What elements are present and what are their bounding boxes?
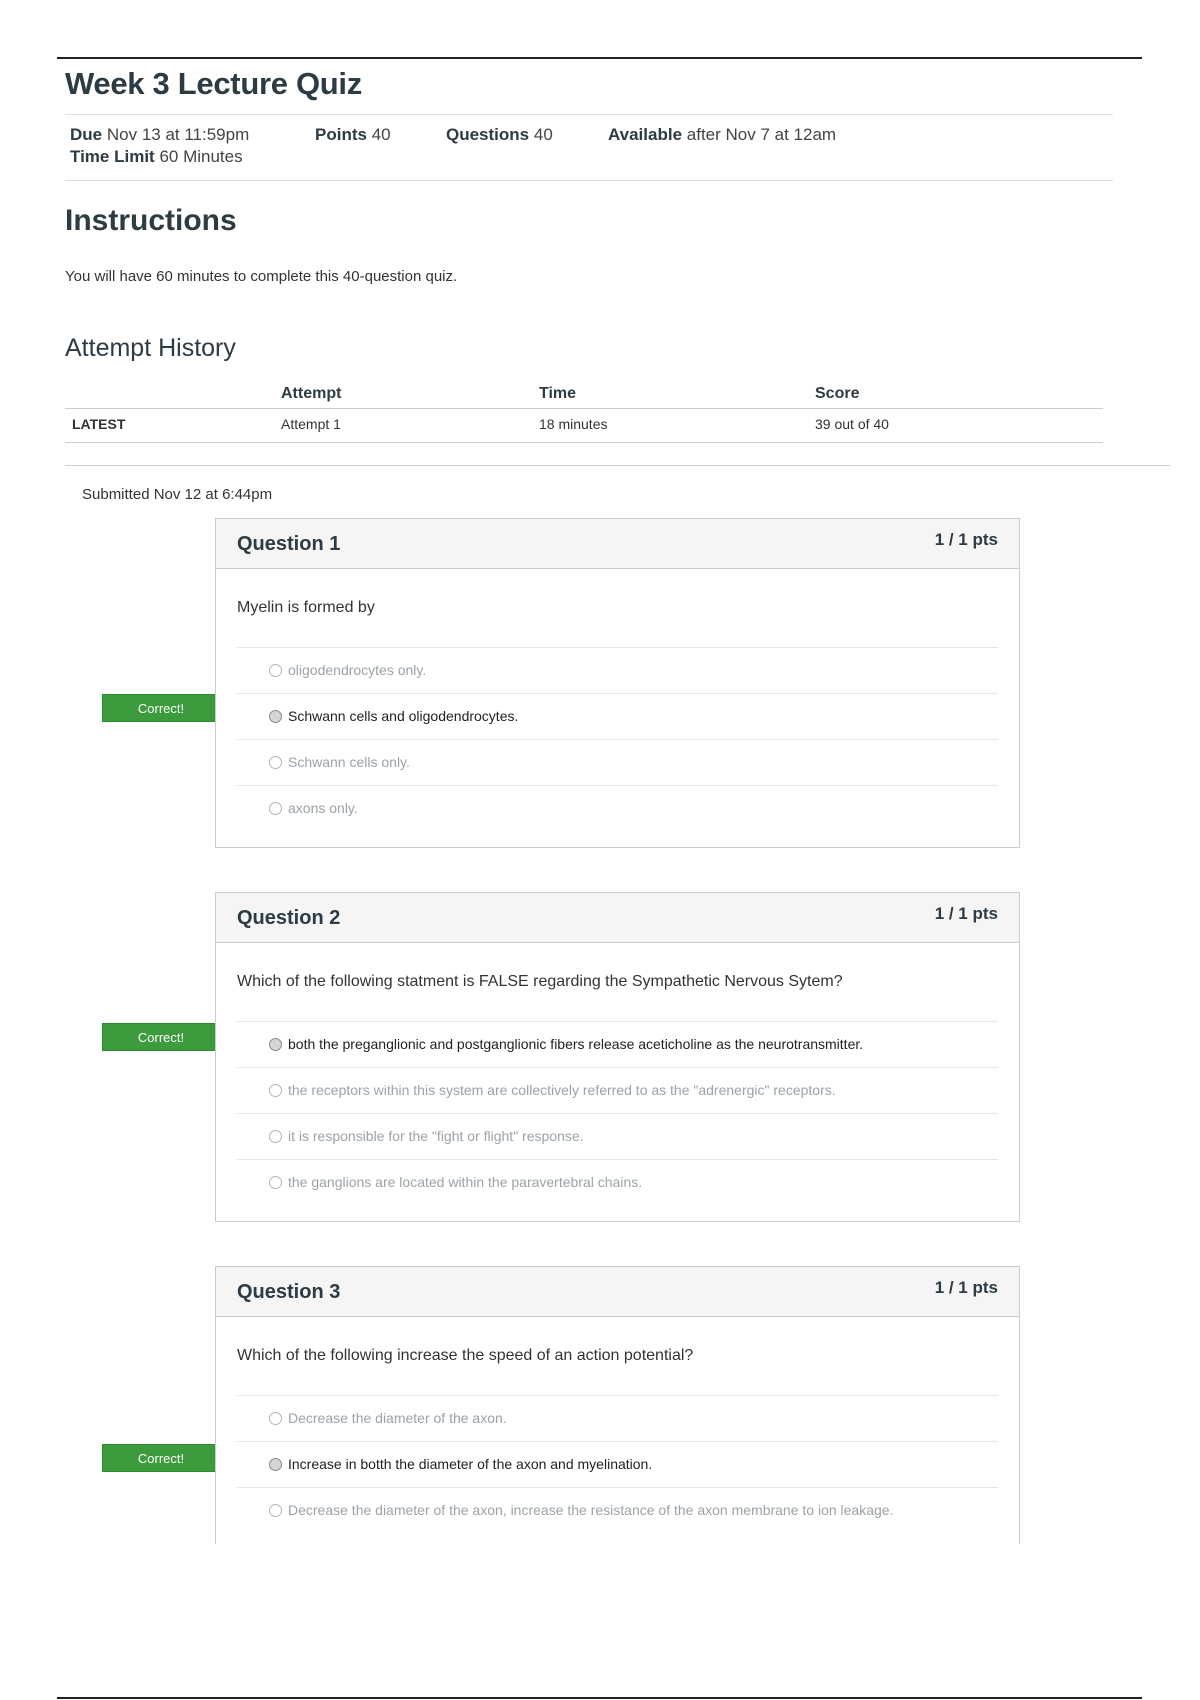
available-info bbox=[608, 125, 836, 145]
table-header-row bbox=[65, 378, 1103, 409]
radio-button[interactable] bbox=[269, 1412, 282, 1425]
radio-button-selected[interactable] bbox=[269, 1458, 282, 1471]
question-points: 1 / 1 pts bbox=[934, 1278, 998, 1297]
answer-option-selected[interactable] bbox=[237, 693, 998, 739]
answer-text: it is responsible for the "fight or flight" response. bbox=[288, 1128, 584, 1144]
attempt-history-table bbox=[65, 378, 1103, 443]
question-points: 1 / 1 pts bbox=[934, 904, 998, 923]
correct-badge: Correct! bbox=[102, 694, 220, 722]
bottom-rule bbox=[57, 1697, 1142, 1699]
radio-button[interactable] bbox=[269, 802, 282, 815]
answer-list bbox=[237, 647, 998, 831]
question-header bbox=[216, 893, 1019, 943]
radio-button-selected[interactable] bbox=[269, 710, 282, 723]
quiz-title: Week 3 Lecture Quiz bbox=[65, 66, 362, 101]
question-header bbox=[216, 519, 1019, 569]
answer-option[interactable] bbox=[237, 1395, 998, 1441]
answer-option[interactable] bbox=[237, 647, 998, 693]
answer-option[interactable] bbox=[237, 785, 998, 831]
time-limit-value: 60 Minutes bbox=[159, 147, 243, 166]
radio-button[interactable] bbox=[269, 1084, 282, 1097]
points-info bbox=[315, 125, 391, 145]
radio-button[interactable] bbox=[269, 756, 282, 769]
submitted-date: Submitted Nov 12 at 6:44pm bbox=[82, 486, 273, 503]
column-header-score: Score bbox=[815, 385, 860, 402]
quiz-meta bbox=[65, 114, 1113, 181]
question-card-3 bbox=[215, 1266, 1020, 1544]
answer-option[interactable] bbox=[237, 1067, 998, 1113]
section-divider bbox=[65, 465, 1170, 466]
question-header bbox=[216, 1267, 1019, 1317]
answer-option-selected[interactable] bbox=[237, 1441, 998, 1487]
attempt-history-title: Attempt History bbox=[65, 334, 236, 362]
question-points: 1 / 1 pts bbox=[934, 530, 998, 549]
answer-option[interactable] bbox=[237, 1113, 998, 1159]
question-text: Myelin is formed by bbox=[237, 599, 375, 616]
question-text: Which of the following statment is FALSE regarding the Sympathetic Nervous Sytem? bbox=[237, 973, 843, 990]
question-title: Question 1 bbox=[237, 533, 341, 555]
questions-label: Questions bbox=[446, 125, 530, 144]
due-info bbox=[70, 125, 249, 145]
radio-button[interactable] bbox=[269, 664, 282, 677]
radio-button[interactable] bbox=[269, 1130, 282, 1143]
radio-button[interactable] bbox=[269, 1504, 282, 1517]
questions-info bbox=[446, 125, 553, 145]
question-card-1 bbox=[215, 518, 1020, 848]
answer-text: Schwann cells and oligodendrocytes. bbox=[288, 708, 519, 724]
time-limit-label: Time Limit bbox=[70, 147, 155, 166]
question-title: Question 2 bbox=[237, 907, 341, 929]
table-row bbox=[65, 409, 1103, 443]
answer-list bbox=[237, 1395, 998, 1533]
correct-badge: Correct! bbox=[102, 1444, 220, 1472]
answer-text: the ganglions are located within the paravertebral chains. bbox=[288, 1174, 643, 1190]
answer-text: Decrease the diameter of the axon. bbox=[288, 1410, 507, 1426]
answer-text: oligodendrocytes only. bbox=[288, 662, 427, 678]
answer-option-selected[interactable] bbox=[237, 1021, 998, 1067]
latest-label: LATEST bbox=[72, 416, 126, 432]
available-label: Available bbox=[608, 125, 683, 144]
answer-text: both the preganglionic and postganglionic fibers release aceticholine as the neurotransmitter. bbox=[288, 1036, 864, 1052]
quiz-header bbox=[65, 66, 1113, 181]
instructions-title: Instructions bbox=[65, 204, 237, 237]
questions-value: 40 bbox=[533, 125, 553, 144]
attempt-time: 18 minutes bbox=[539, 416, 608, 432]
answer-text: the receptors within this system are collectively referred to as the "adrenergic" receptors. bbox=[288, 1082, 836, 1098]
points-label: Points bbox=[315, 125, 367, 144]
points-value: 40 bbox=[371, 125, 391, 144]
column-header-attempt: Attempt bbox=[281, 385, 342, 402]
column-header-time: Time bbox=[539, 385, 577, 402]
instructions-text: You will have 60 minutes to complete this 40-question quiz. bbox=[65, 268, 458, 285]
available-value: after Nov 7 at 12am bbox=[686, 125, 837, 144]
answer-text: Increase in botth the diameter of the axon and myelination. bbox=[288, 1456, 653, 1472]
question-text: Which of the following increase the speed of an action potential? bbox=[237, 1347, 694, 1364]
answer-option[interactable] bbox=[237, 1487, 998, 1533]
answer-text: axons only. bbox=[288, 800, 358, 816]
question-card-2 bbox=[215, 892, 1020, 1222]
due-label: Due bbox=[70, 125, 103, 144]
attempt-link[interactable]: Attempt 1 bbox=[281, 416, 341, 432]
answer-option[interactable] bbox=[237, 739, 998, 785]
radio-button[interactable] bbox=[269, 1176, 282, 1189]
time-limit-info bbox=[70, 147, 243, 167]
top-rule bbox=[57, 57, 1142, 59]
attempt-score: 39 out of 40 bbox=[815, 416, 889, 432]
radio-button-selected[interactable] bbox=[269, 1038, 282, 1051]
due-value: Nov 13 at 11:59pm bbox=[106, 125, 250, 144]
correct-badge: Correct! bbox=[102, 1023, 220, 1051]
question-title: Question 3 bbox=[237, 1281, 341, 1303]
answer-option[interactable] bbox=[237, 1159, 998, 1205]
answer-text: Schwann cells only. bbox=[288, 754, 410, 770]
answer-list bbox=[237, 1021, 998, 1205]
answer-text: Decrease the diameter of the axon, increase the resistance of the axon membrane to ion leakage. bbox=[288, 1502, 894, 1518]
